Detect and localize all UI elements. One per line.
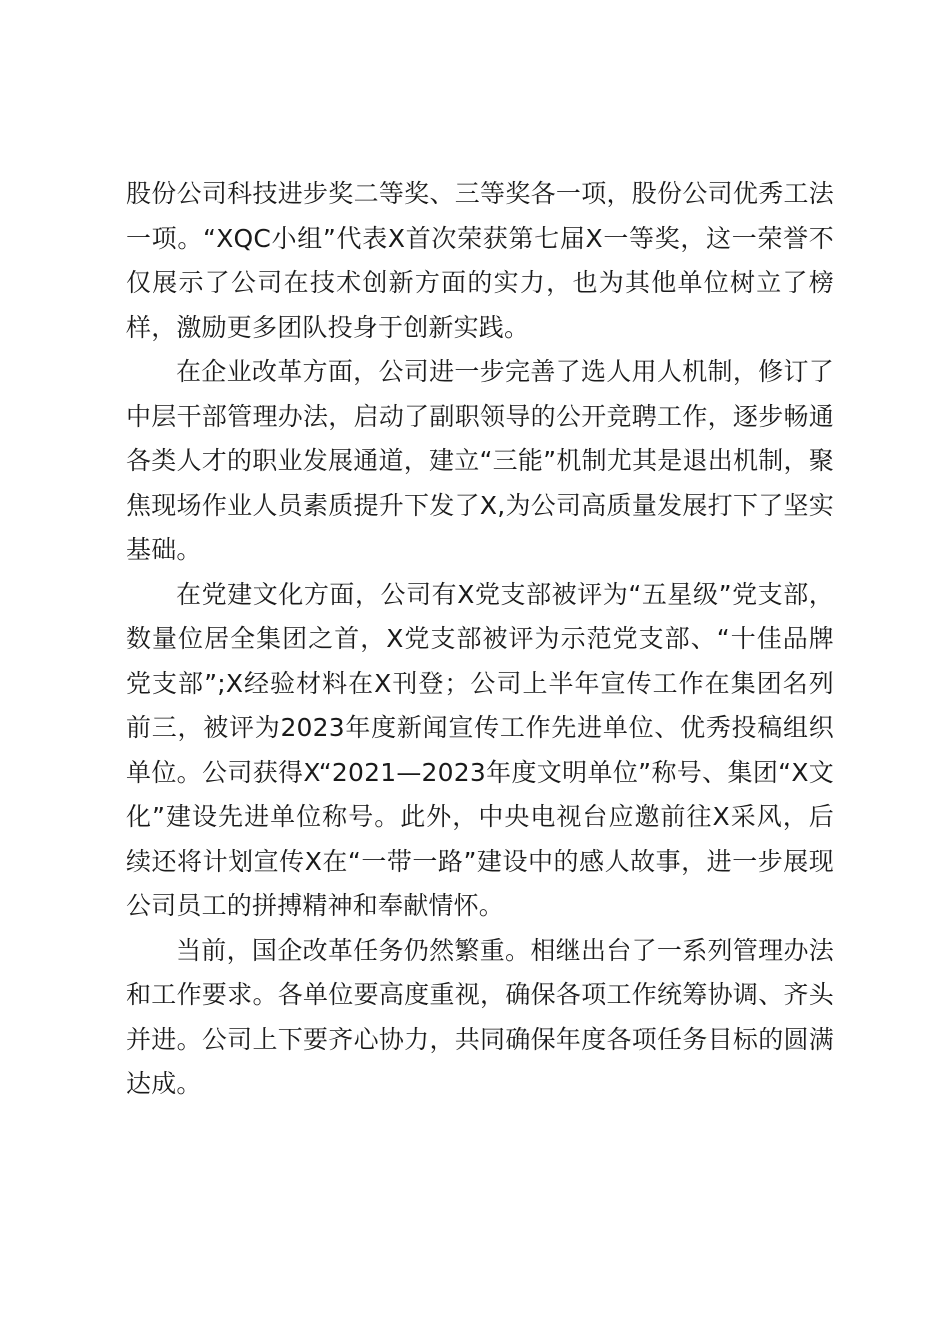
paragraph-3: 在党建文化方面，公司有X党支部被评为“五星级”党支部，数量位居全集团之首，X党支部被评为示范党支部、“十佳品牌党支部”;X经验材料在X刊登；公司上半年宣传工作在集团名列前三，被评为2023年度新闻宣传工作先进单位、优秀投稿组织单位。公司获得X“2021—2023年度文明单位”称号、集团“X文化”建设先进单位称号。此外，中央电视台应邀前往X采风，后续还将计划宣传X在“一带一路”建设中的感人故事，进一步展现公司员工的拼搏精神和奉献情怀。 — [126, 579, 834, 920]
paragraph-4: 当前，国企改革任务仍然繁重。相继出台了一系列管理办法和工作要求。各单位要高度重视，确保各项工作统筹协调、齐头并进。公司上下要齐心协力，共同确保年度各项任务目标的圆满达成。 — [126, 935, 834, 1098]
document-body — [126, 172, 834, 1107]
paragraph-1: 股份公司科技进步奖二等奖、三等奖各一项，股份公司优秀工法一项。“XQC小组”代表X首次荣获第七届X一等奖，这一荣誉不仅展示了公司在技术创新方面的实力，也为其他单位树立了榜样，激励更多团队投身于创新实践。 — [126, 179, 834, 342]
paragraph-2: 在企业改革方面，公司进一步完善了选人用人机制，修订了中层干部管理办法，启动了副职领导的公开竞聘工作，逐步畅通各类人才的职业发展通道，建立“三能”机制尤其是退出机制，聚焦现场作业人员素质提升下发了X,为公司高质量发展打下了坚实基础。 — [126, 357, 834, 564]
